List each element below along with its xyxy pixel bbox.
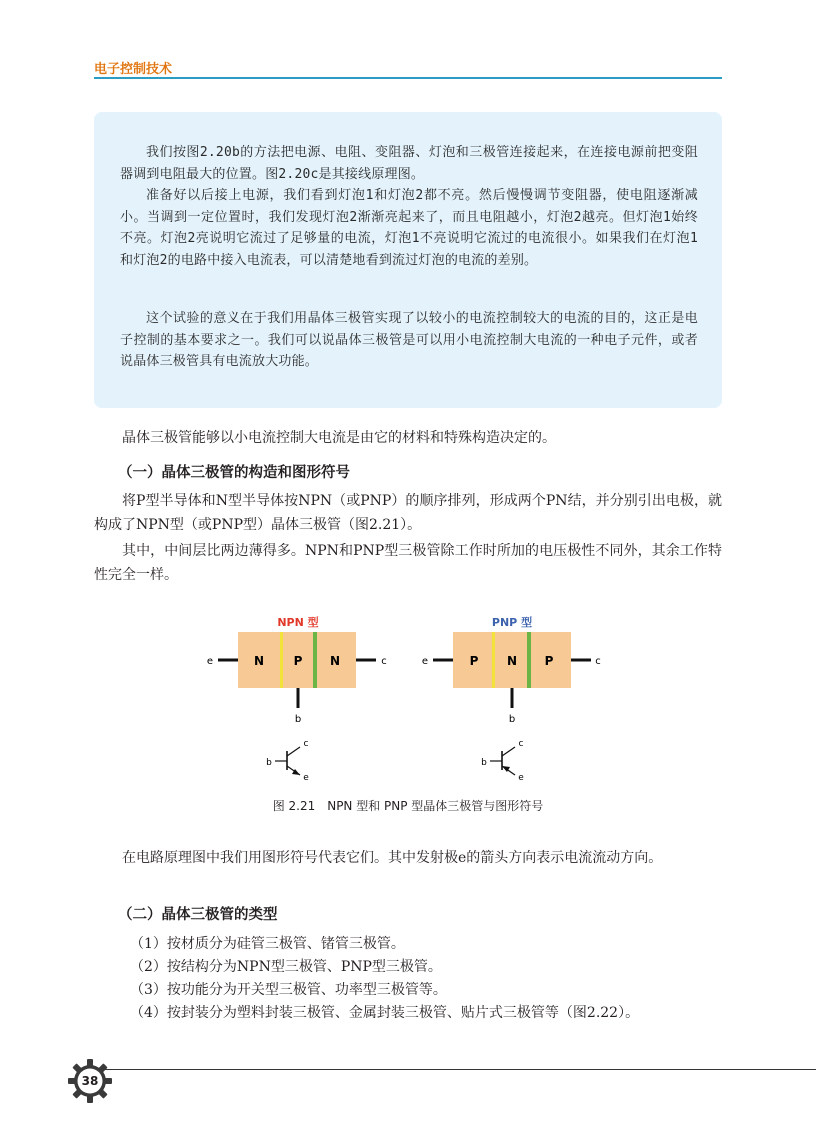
list-item: （1）按材质分为硅管三极管、锗管三极管。 bbox=[130, 936, 405, 952]
pnp-terminal-e: e bbox=[421, 656, 429, 667]
page-number: 38 bbox=[81, 1074, 99, 1088]
npn-terminal-b: b bbox=[294, 714, 302, 725]
npn-terminal-c: c bbox=[381, 656, 387, 667]
pnp-junction-yellow bbox=[492, 632, 495, 688]
pnp-symbol-label-c: c bbox=[518, 739, 524, 749]
transistor-figure bbox=[196, 608, 616, 798]
npn-diagram bbox=[207, 615, 387, 783]
list-item: （3）按功能分为开关型三极管、功率型三极管等。 bbox=[130, 982, 447, 998]
callout-paragraph-1: 我们按图2.20b的方法把电源、电阻、变阻器、灯泡和三极管连接起来，在连接电源前把变阻器调到电阻最大的位置。图2.20c是其接线原理图。 bbox=[120, 145, 698, 182]
footer-rule bbox=[96, 1069, 816, 1070]
npn-symbol-label-c: c bbox=[303, 739, 309, 749]
pnp-diagram bbox=[422, 615, 601, 783]
pnp-title: PNP 型 bbox=[491, 616, 533, 629]
npn-junction-green bbox=[313, 632, 317, 688]
list-item: （2）按结构分为NPN型三极管、PNP型三极管。 bbox=[130, 959, 442, 975]
pnp-layer-3: P bbox=[544, 654, 554, 668]
experiment-callout bbox=[94, 112, 722, 408]
section-heading-structure: （一）晶体三极管的构造和图形符号 bbox=[118, 465, 350, 481]
structure-paragraph-2: 其中，中间层比两边薄得多。NPN和PNP型三极管除工作时所加的电压极性不同外，其余工作特性完全一样。 bbox=[94, 543, 722, 583]
intro-paragraph: 晶体三极管能够以小电流控制大电流是由它的材料和特殊构造决定的。 bbox=[122, 430, 556, 446]
pnp-layer-2: N bbox=[506, 654, 518, 668]
header-rule bbox=[94, 77, 722, 79]
npn-title: NPN 型 bbox=[277, 616, 319, 629]
callout-paragraph-3: 这个试验的意义在于我们用晶体三极管实现了以较小的电流控制较大的电流的目的，这正是电子控制的基本要求之一。我们可以说晶体三极管是可以用小电流控制大电流的一种电子元件，或者说晶体三极管具有电流放大功能。 bbox=[120, 311, 698, 369]
npn-terminal-e: e bbox=[206, 656, 214, 667]
running-header: 电子控制技术 bbox=[94, 62, 173, 77]
pnp-layer-1: P bbox=[469, 654, 479, 668]
npn-layer-1: N bbox=[253, 654, 265, 668]
pnp-junction-green bbox=[527, 632, 531, 688]
pnp-symbol-label-e: e bbox=[518, 773, 524, 783]
npn-symbol-collector bbox=[287, 747, 300, 756]
npn-symbol-label-b: b bbox=[266, 758, 272, 768]
pnp-terminal-c: c bbox=[595, 656, 601, 667]
npn-layer-2: P bbox=[293, 654, 303, 668]
pnp-symbol-collector bbox=[502, 747, 515, 756]
pnp-terminal-b: b bbox=[508, 714, 516, 725]
callout-paragraph-2: 准备好以后接上电源，我们看到灯泡1和灯泡2都不亮。然后慢慢调节变阻器，使电阻逐渐减小。当调到一定位置时，我们发现灯泡2渐渐亮起来了，而且电阻越小，灯泡2越亮。但灯泡1始终不亮。灯泡2亮说明它流过了足够量的电流，灯泡1不亮说明它流过的电流很小。如果我们在灯泡1和灯泡2的电路中接入电流表，可以清楚地看到流过灯泡的电流的差别。 bbox=[120, 188, 698, 268]
list-item: （4）按封装分为塑料封装三极管、金属封装三极管、贴片式三极管等（图2.22）。 bbox=[130, 1005, 640, 1021]
structure-paragraph-1: 将P型半导体和N型半导体按NPN（或PNP）的顺序排列，形成两个PN结，并分别引出电极，就构成了NPN型（或PNP型）晶体三极管（图2.21）。 bbox=[94, 493, 722, 533]
npn-junction-yellow bbox=[280, 632, 283, 688]
figure-caption: 图 2.21 NPN 型和 PNP 型晶体三极管与图形符号 bbox=[272, 799, 544, 813]
section-heading-types: （二）晶体三极管的类型 bbox=[118, 907, 278, 923]
symbol-paragraph: 在电路原理图中我们用图形符号代表它们。其中发射极e的箭头方向表示电流流动方向。 bbox=[122, 850, 663, 866]
npn-layer-3: N bbox=[329, 654, 341, 668]
types-list bbox=[130, 933, 639, 1025]
pnp-symbol-label-b: b bbox=[481, 758, 487, 768]
transistor-diagram bbox=[196, 608, 616, 798]
npn-symbol-label-e: e bbox=[303, 773, 309, 783]
